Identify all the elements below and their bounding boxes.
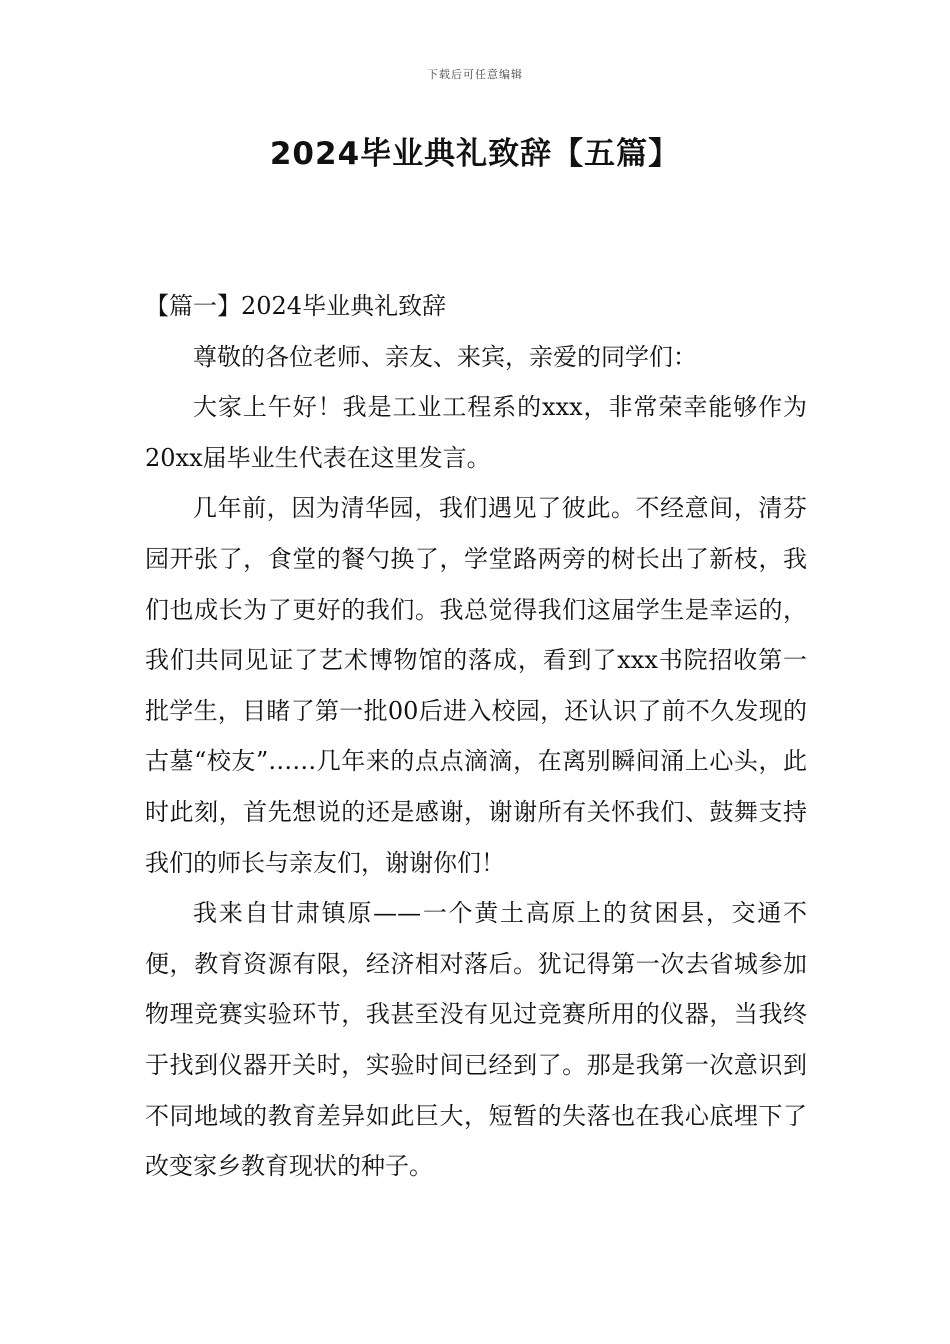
- header-note: 下载后可任意编辑: [427, 68, 523, 81]
- paragraph-greeting: 大家上午好！我是工业工程系的xxx，非常荣幸能够作为20xx届毕业生代表在这里发言。: [145, 393, 807, 472]
- paragraph-memories: 几年前，因为清华园，我们遇见了彼此。不经意间，清芬园开张了，食堂的餐勺换了，学堂路两旁的树长出了新枝，我们也成长为了更好的我们。我总觉得我们这届学生是幸运的，我们共同见证了艺术博物馆的落成，看到了xxx书院招收第一批学生，目睹了第一批00后进入校园，还认识了前不久发现的古墓“校友”……几年来的点点滴滴，在离别瞬间涌上心头，此时此刻，首先想说的还是感谢，谢谢所有关怀我们、鼓舞支持我们的师长与亲友们，谢谢你们！: [145, 494, 807, 877]
- section-heading: 【篇一】2024毕业典礼致辞: [145, 292, 447, 320]
- paragraph-hometown: 我来自甘肃镇原——一个黄土高原上的贫困县，交通不便，教育资源有限，经济相对落后。犹记得第一次去省城参加物理竞赛实验环节，我甚至没有见过竞赛所用的仪器，当我终于找到仪器开关时，实验时间已经到了。那是我第一次意识到不同地域的教育差异如此巨大，短暂的失落也在我心底埋下了改变家乡教育现状的种子。: [145, 899, 807, 1181]
- document-body: [145, 281, 807, 1192]
- paragraph-salutation: 尊敬的各位老师、亲友、来宾，亲爱的同学们：: [193, 342, 697, 371]
- document-title: 2024毕业典礼致辞【五篇】: [269, 136, 681, 172]
